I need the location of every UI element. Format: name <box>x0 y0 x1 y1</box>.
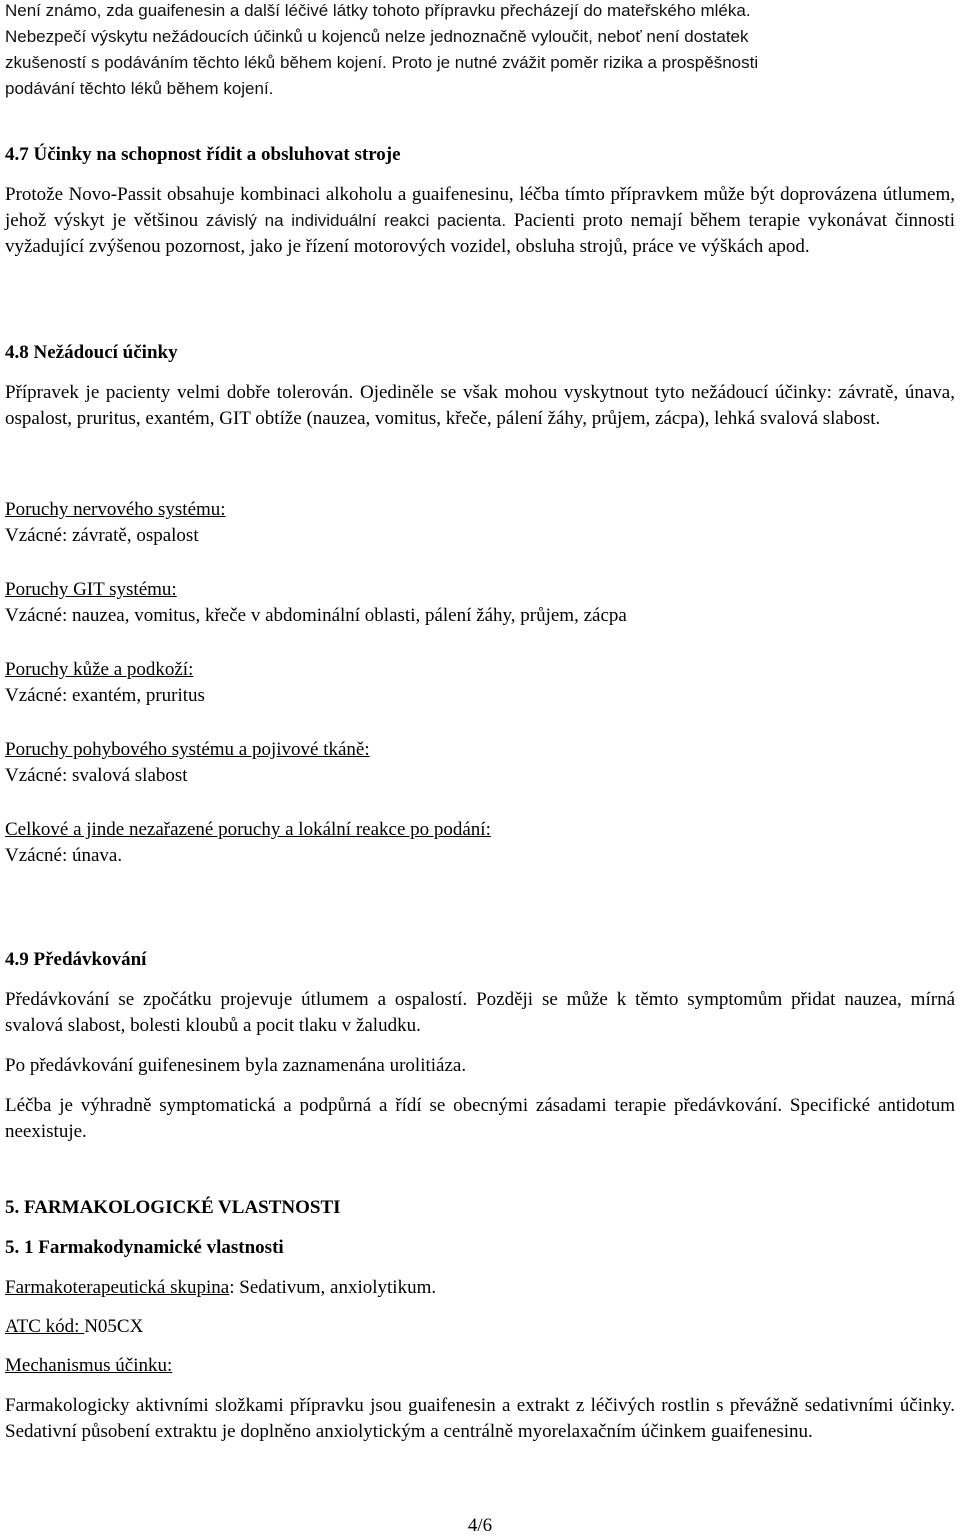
adverse-group-title: Poruchy kůže a podkoží: <box>5 659 194 680</box>
adverse-group-title: Poruchy GIT systému: <box>5 579 177 600</box>
atc-code-label: ATC kód: <box>5 1316 85 1337</box>
lactation-line-1: Není známo, zda guaifenesin a další léčivé látky tohoto přípravku přecházejí do mateřského mléka. <box>5 1 751 20</box>
page-number: 4/6 <box>467 1515 493 1536</box>
adverse-group-title: Poruchy pohybového systému a pojivové tkáně: <box>5 739 370 760</box>
pharmacotherapeutic-group <box>5 1275 955 1301</box>
section-4-7-text-end: Pacienti proto nemají během terapie vykonávat činnosti vyžadující zvýšenou pozornost, jako je řízení motorových vozidel, obsluha strojů, práce ve výškách apod. <box>5 210 955 257</box>
adverse-group-musculoskeletal <box>5 737 955 789</box>
mechanism-text: Farmakologicky aktivními složkami přípravku jsou guaifenesin a extrakt z léčivých rostlin s převážně sedativními účinky. Sedativní působení extraktu je doplněno anxiolytickým a centrálně myorelaxačním účinkem guaifenesinu. <box>5 1395 955 1442</box>
adverse-group-general <box>5 817 955 869</box>
section-4-7-text-start: Protože Novo-Passit obsahuje kombinaci alkoholu a guaifenesinu, léčba tímto přípravkem může být doprovázena útlumem, jehož výskyt je většinou <box>5 184 955 231</box>
section-4-7-heading: 4.7 Účinky na schopnost řídit a obsluhovat stroje <box>5 144 401 165</box>
adverse-group-text: Vzácné: nauzea, vomitus, křeče v abdominální oblasti, pálení žáhy, průjem, zácpa <box>5 605 627 626</box>
section-4-8-intro: Přípravek je pacienty velmi dobře tolerován. Ojediněle se však mohou vyskytnout tyto nežádoucí účinky: závratě, únava, ospalost, pruritus, exantém, GIT obtíže (nauzea, vomitus, křeče, pálení žáhy, průjem, zácpa), lehká svalová slabost. <box>5 382 955 429</box>
section-4-9-paragraph-3: Léčba je výhradně symptomatická a podpůrná a řídí se obecnými zásadami terapie předávkování. Specifické antidotum neexistuje. <box>5 1095 955 1142</box>
section-4-7-paragraph <box>5 182 955 260</box>
adverse-group-title: Poruchy nervového systému: <box>5 499 226 520</box>
section-5-1-heading: 5. 1 Farmakodynamické vlastnosti <box>5 1237 284 1258</box>
section-4-7-text-sans: závislý na individuální reakci pacienta. <box>205 211 507 230</box>
section-4-9-paragraph-1: Předávkování se zpočátku projevuje útlumem a ospalostí. Později se může k těmto symptomům přidat nauzea, mírná svalová slabost, bolesti kloubů a pocit tlaku v žaludku. <box>5 989 955 1036</box>
atc-code-value: N05CX <box>84 1316 144 1337</box>
section-4-9-paragraph-2: Po předávkování guifenesinem byla zaznamenána urolitiáza. <box>5 1055 467 1076</box>
lactation-line-2: Nebezpečí výskytu nežádoucích účinků u kojenců nelze jednoznačně vyloučit, neboť není dostatek <box>5 27 749 46</box>
adverse-group-text: Vzácné: únava. <box>5 845 123 866</box>
adverse-group-text: Vzácné: exantém, pruritus <box>5 685 205 706</box>
lactation-line-3: zkušeností s podáváním těchto léků během kojení. Proto je nutné zvážit poměr rizika a prospěšnosti <box>5 53 759 72</box>
adverse-group-text: Vzácné: závratě, ospalost <box>5 525 199 546</box>
mechanism-label: Mechanismus účinku: <box>5 1355 173 1376</box>
adverse-group-nervous <box>5 497 955 549</box>
adverse-group-git <box>5 577 955 629</box>
adverse-group-skin <box>5 657 955 709</box>
pharmacotherapeutic-group-label: Farmakoterapeutická skupina <box>5 1277 230 1298</box>
section-5-heading: 5. FARMAKOLOGICKÉ VLASTNOSTI <box>5 1197 341 1218</box>
adverse-group-text: Vzácné: svalová slabost <box>5 765 188 786</box>
adverse-group-title: Celkové a jinde nezařazené poruchy a lokální reakce po podání: <box>5 819 491 840</box>
section-4-9-heading: 4.9 Předávkování <box>5 949 147 970</box>
pharmacotherapeutic-group-value: : Sedativum, anxiolytikum. <box>229 1277 437 1298</box>
lactation-paragraph <box>5 0 955 102</box>
atc-code <box>5 1314 955 1340</box>
lactation-line-4: podávání těchto léků během kojení. <box>5 79 274 98</box>
section-4-8-heading: 4.8 Nežádoucí účinky <box>5 342 178 363</box>
